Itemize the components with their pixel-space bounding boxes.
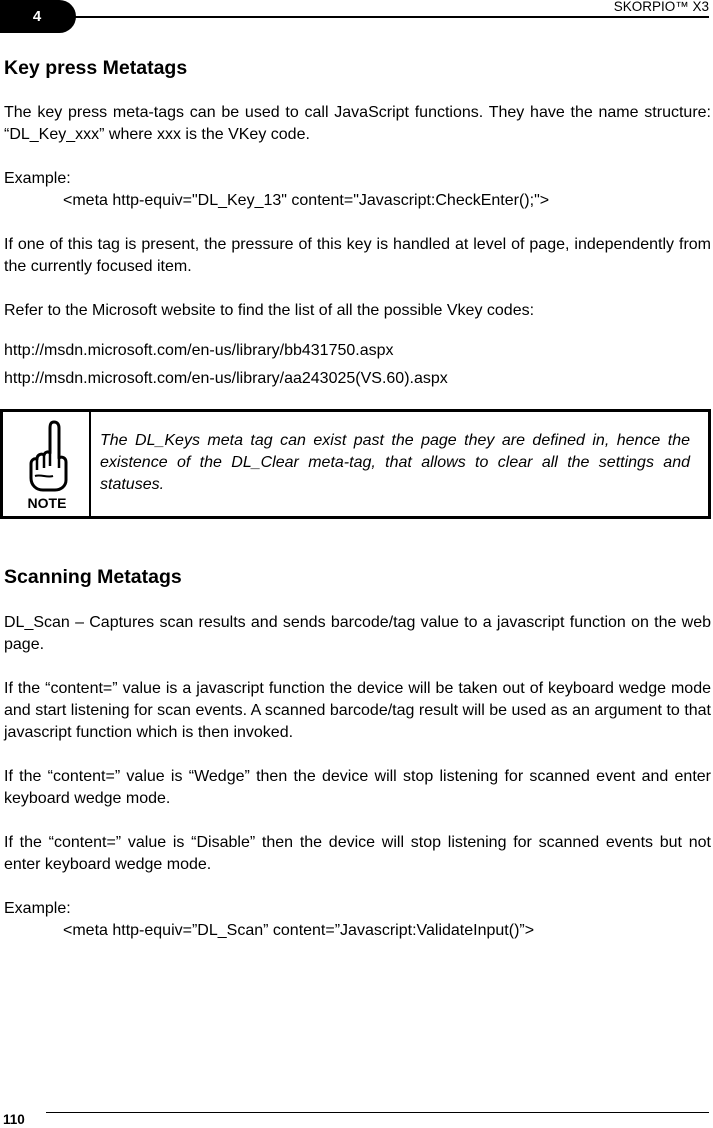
scanning-paragraph-2: If the “content=” value is a javascript function the device will be taken out of keyboard wedge mode and start listening for scan events. A scanned barcode/tag result will be used as an argument to that javascript function which is then invoked.: [4, 680, 711, 741]
example-label: Example:: [4, 170, 71, 187]
header-rule: [60, 16, 709, 18]
scanning-example-code: <meta http-equiv=”DL_Scan” content=”Javascript:ValidateInput()”>: [63, 922, 535, 939]
section-title-key-press: Key press Metatags: [4, 57, 188, 79]
scanning-paragraph-3: If the “content=” value is “Wedge” then the device will stop listening for scanned event and enter keyboard wedge mode.: [4, 768, 711, 807]
scanning-paragraph-1: DL_Scan – Captures scan results and sends barcode/tag value to a javascript function on the web page.: [4, 614, 711, 653]
chapter-badge: 4: [0, 0, 76, 33]
example-code: <meta http-equiv="DL_Key_13" content="Javascript:CheckEnter();">: [63, 192, 550, 209]
section-title-scanning: Scanning Metatags: [4, 566, 182, 588]
key-press-paragraph-2: If one of this tag is present, the pressure of this key is handled at level of page, independently from the currently focused item.: [4, 236, 711, 275]
scanning-paragraph-4: If the “content=” value is “Disable” then the device will stop listening for scanned events but not enter keyboard wedge mode.: [4, 834, 711, 873]
vkey-reference-text: Refer to the Microsoft website to find the list of all the possible Vkey codes:: [4, 302, 535, 319]
product-name: SKORPIO™ X3: [613, 0, 709, 14]
pointing-hand-icon: [27, 418, 69, 492]
note-text: The DL_Keys meta tag can exist past the page they are defined in, hence the existence of the DL_Clear meta-tag, that allows to clear all the settings and statuses.: [100, 432, 690, 493]
key-press-intro: The key press meta-tags can be used to call JavaScript functions. They have the name structure: “DL_Key_xxx” where xxx is the VKey code.: [4, 104, 711, 143]
footer-rule: [46, 1112, 709, 1113]
note-label: NOTE: [27, 495, 67, 511]
msdn-link-2[interactable]: http://msdn.microsoft.com/en-us/library/aa243025(VS.60).aspx: [4, 370, 448, 387]
note-box: [0, 409, 711, 519]
page-number: 110: [3, 1112, 25, 1127]
scanning-example-label: Example:: [4, 900, 71, 917]
note-icon-cell: [3, 412, 91, 519]
msdn-link-1[interactable]: http://msdn.microsoft.com/en-us/library/bb431750.aspx: [4, 342, 394, 359]
